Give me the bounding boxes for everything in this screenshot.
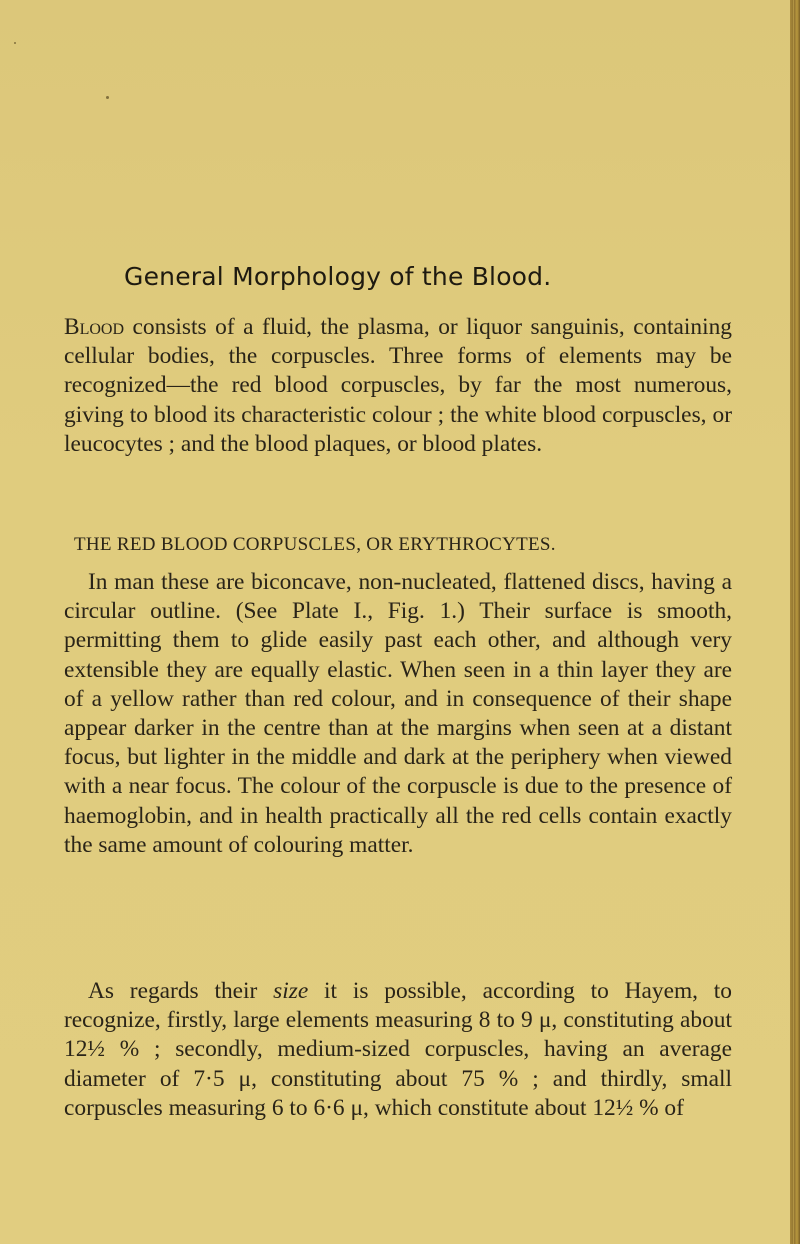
- paragraph-size: [64, 977, 732, 1123]
- lead-word: Blood: [64, 314, 125, 340]
- book-page-edge: [790, 0, 800, 1244]
- intro-text: consists of a fluid, the plasma, or liquor sanguinis, containing cellular bodies, the corpuscles. Three forms of elements may be recognized—the red blood corpuscles, by far the most numerous, giving to blood its characteristic colour ; the white blood corpuscles, or leucocytes ; and the blood plaques, or blood plates.: [64, 314, 732, 457]
- size-italic-word: size: [273, 978, 309, 1004]
- paragraph-intro: [64, 313, 732, 459]
- size-paragraph: [64, 977, 732, 1123]
- description-paragraph: In man these are biconcave, non-nucleated, flattened discs, having a circular outline. (See Plate I., Fig. 1.) Their surface is smooth, permitting them to glide easily past each other, and although very extensible they are equally elastic. When seen in a thin layer they are of a yellow rather than red colour, and in consequence of their shape appear darker in the centre than at the margins when seen at a distant focus, but lighter in the middle and dark at the periphery when viewed with a near focus. The colour of the corpuscle is due to the presence of haemoglobin, and in health practically all the red cells contain exactly the same amount of colouring matter.: [64, 569, 732, 858]
- paper-speck: [14, 42, 16, 44]
- section-heading: THE RED BLOOD CORPUSCLES, OR ERYTHROCYTES.: [74, 534, 556, 555]
- paragraph-description: [64, 568, 732, 860]
- paper-speck: [106, 96, 109, 99]
- page-title: General Morphology of the Blood.: [124, 262, 552, 291]
- size-text-part-1: As regards their: [88, 978, 274, 1004]
- intro-paragraph: [64, 313, 732, 459]
- size-text-part-2: it is possible, according to Hayem, to recognize, firstly, large elements measuring 8 to 9 μ, constituting about 12½ % ; secondly, medium-sized corpuscles, having an average diameter of 7·5 μ, constituting about 75 % ; and thirdly, small corpuscles measuring 6 to 6·6 μ, which constitute about 12½ % of: [64, 978, 732, 1121]
